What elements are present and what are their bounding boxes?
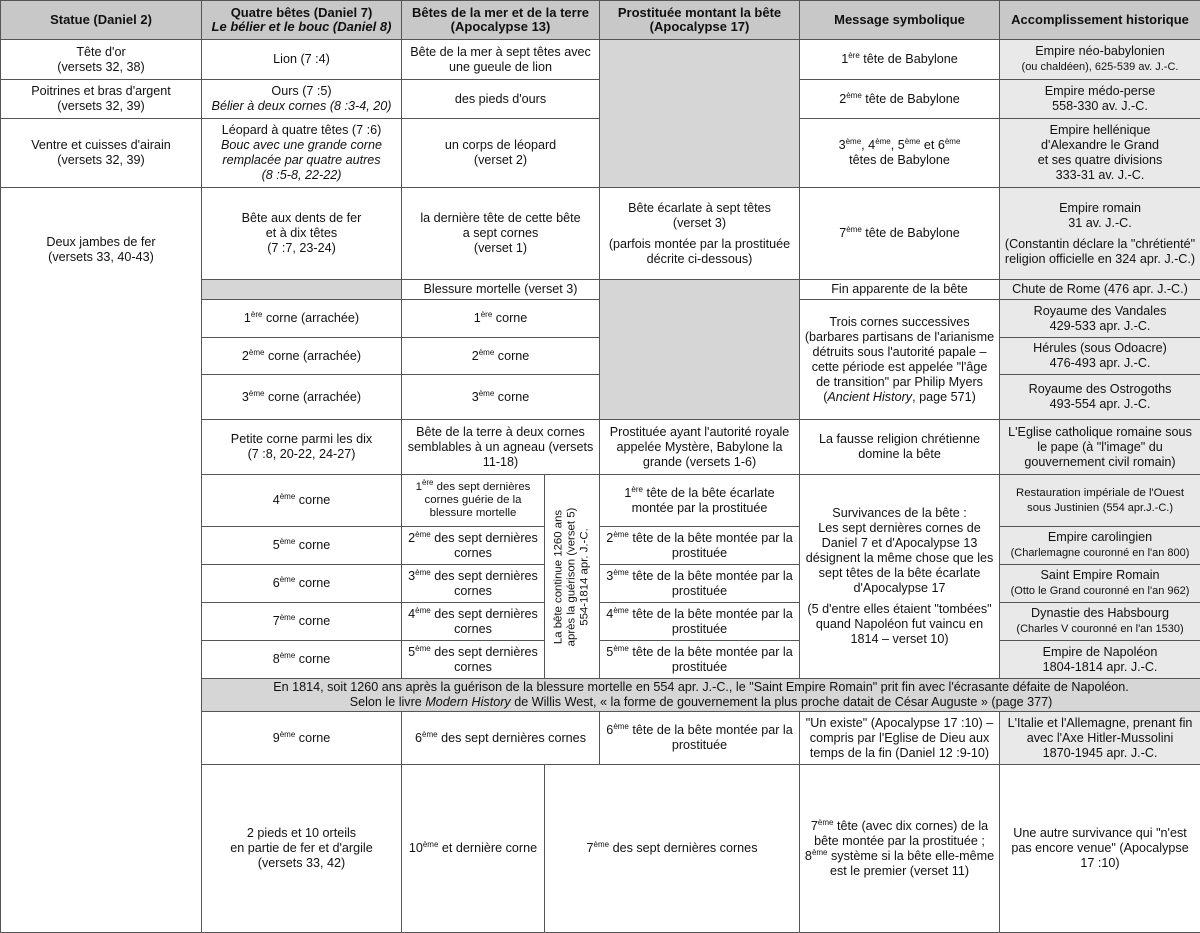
cell-prostituee: 7ème tête (avec dix cornes) de la bête montée par la prostituée ; 8ème système si la bête elle-même est le premier (verset 11) bbox=[800, 765, 1000, 933]
cell-histoire: Empire de Napoléon 1804-1814 apr. J.-C. bbox=[1000, 641, 1200, 679]
cell-prostituee: 6ème tête de la bête montée par la prostituée bbox=[600, 712, 800, 765]
cell-statue: Tête d'or (versets 32, 38) bbox=[1, 40, 202, 80]
cell-message: "Un existe" (Apocalypse 17 :10) – compris par l'Eglise de Dieu aux temps de la fin (Daniel 12 :9-10) bbox=[800, 712, 1000, 765]
cell-statue: Ventre et cuisses d'airain (versets 32, 39) bbox=[1, 119, 202, 188]
header-message: Message symbolique bbox=[800, 1, 1000, 40]
cell-mer: Bête de la mer à sept têtes avec une gueule de lion bbox=[402, 40, 600, 80]
cell-message: 1ère tête de Babylone bbox=[800, 40, 1000, 80]
cell-statue: 2 pieds et 10 orteils en partie de fer et d'argile (versets 33, 42) bbox=[202, 765, 402, 933]
cell-histoire: Dynastie des Habsbourg (Charles V couronné en l'an 1530) bbox=[1000, 603, 1200, 641]
cell-mer: Blessure mortelle (verset 3) bbox=[402, 280, 600, 300]
cell-vertical-note: La bête continue 1260 ans après la guérison (verset 5) 554-1814 apr. J.-C. bbox=[545, 475, 600, 679]
header-betes: Quatre bêtes (Daniel 7) Le bélier et le bouc (Daniel 8) bbox=[202, 1, 402, 40]
cell-mer: 7ème des sept dernières cornes bbox=[545, 765, 800, 933]
cell-message: Survivances de la bête : Les sept dernières cornes de Daniel 7 et d'Apocalypse 13 désignent la même chose que les sept têtes de la bête écarlate d'Apocalypse 17 (5 d'entre elles étaient "tombées" quand Napoléon fut vaincu en 1814 – verset 10) bbox=[800, 475, 1000, 679]
header-prostituee: Prostituée montant la bête (Apocalypse 17) bbox=[600, 1, 800, 40]
cell-message: Trois cornes successives (barbares partisans de l'arianisme détruits sous l'autorité papale – cette période est appelée "l'âge de transition" par Philip Myers (Ancient History, page 571) bbox=[800, 300, 1000, 420]
cell-histoire: Hérules (sous Odoacre) 476-493 apr. J.-C. bbox=[1000, 338, 1200, 375]
cell-histoire: Empire carolingien (Charlemagne couronné en l'an 800) bbox=[1000, 527, 1200, 565]
cell-prostituee: Prostituée ayant l'autorité royale appelée Mystère, Babylone la grande (versets 1-6) bbox=[600, 420, 800, 475]
cell-betes: 7ème corne bbox=[202, 603, 402, 641]
cell-message: Fin apparente de la bête bbox=[800, 280, 1000, 300]
cell-prostituee: 3ème tête de la bête montée par la prostituée bbox=[600, 565, 800, 603]
cell-statue: Poitrines et bras d'argent (versets 32, 39) bbox=[1, 80, 202, 119]
cell-betes: 3ème corne (arrachée) bbox=[202, 375, 402, 420]
cell-mer: 3ème corne bbox=[402, 375, 600, 420]
cell-prostituee-empty bbox=[600, 280, 800, 420]
header-histoire: Accomplissement historique bbox=[1000, 1, 1200, 40]
cell-mer: 4ème des sept dernières cornes bbox=[402, 603, 545, 641]
cell-message: 3ème, 4ème, 5ème et 6ème têtes de Babylone bbox=[800, 119, 1000, 188]
cell-prostituee: Bête écarlate à sept têtes (verset 3) (parfois montée par la prostituée décrite ci-dessous) bbox=[600, 188, 800, 280]
cell-histoire: L'Italie et l'Allemagne, prenant fin avec l'Axe Hitler-Mussolini 1870-1945 apr. J.-C. bbox=[1000, 712, 1200, 765]
cell-statue: Deux jambes de fer (versets 33, 40-43) bbox=[1, 188, 202, 933]
header-row bbox=[1, 1, 1200, 40]
cell-mer: 6ème des sept dernières cornes bbox=[402, 712, 600, 765]
cell-prostituee: 1ère tête de la bête écarlate montée par la prostituée bbox=[600, 475, 800, 527]
table-row bbox=[1, 40, 1200, 80]
cell-betes: 9ème corne bbox=[202, 712, 402, 765]
cell-prostituee: 2ème tête de la bête montée par la prostituée bbox=[600, 527, 800, 565]
cell-betes: Ours (7 :5) Bélier à deux cornes (8 :3-4, 20) bbox=[202, 80, 402, 119]
cell-mer: 2ème corne bbox=[402, 338, 600, 375]
cell-prostituee: 5ème tête de la bête montée par la prostituée bbox=[600, 641, 800, 679]
cell-betes-empty bbox=[202, 280, 402, 300]
cell-betes: Petite corne parmi les dix (7 :8, 20-22, 24-27) bbox=[202, 420, 402, 475]
cell-mer: 1ère des sept dernières cornes guérie de la blessure mortelle bbox=[402, 475, 545, 527]
cell-betes: Léopard à quatre têtes (7 :6) Bouc avec une grande corne remplacée par quatre autres (8 :5-8, 22-22) bbox=[202, 119, 402, 188]
cell-mer: Bête de la terre à deux cornes semblables à un agneau (versets 11-18) bbox=[402, 420, 600, 475]
header-statue: Statue (Daniel 2) bbox=[1, 1, 202, 40]
cell-betes: 8ème corne bbox=[202, 641, 402, 679]
cell-message: 2ème tête de Babylone bbox=[800, 80, 1000, 119]
cell-message: La fausse religion chrétienne domine la bête bbox=[800, 420, 1000, 475]
cell-betes: 6ème corne bbox=[202, 565, 402, 603]
cell-mer: des pieds d'ours bbox=[402, 80, 600, 119]
cell-histoire: Restauration impériale de l'Ouest sous Justinien (554 apr.J.-C.) bbox=[1000, 475, 1200, 527]
header-mer-terre: Bêtes de la mer et de la terre (Apocalypse 13) bbox=[402, 1, 600, 40]
cell-betes: 1ère corne (arrachée) bbox=[202, 300, 402, 338]
cell-prostituee: 4ème tête de la bête montée par la prostituée bbox=[600, 603, 800, 641]
cell-histoire: Chute de Rome (476 apr. J.-C.) bbox=[1000, 280, 1200, 300]
cell-histoire: Saint Empire Romain (Otto le Grand couronné en l'an 962) bbox=[1000, 565, 1200, 603]
cell-mer: un corps de léopard (verset 2) bbox=[402, 119, 600, 188]
cell-histoire: Empire médo-perse 558-330 av. J.-C. bbox=[1000, 80, 1200, 119]
cell-histoire: Royaume des Ostrogoths 493-554 apr. J.-C. bbox=[1000, 375, 1200, 420]
cell-prostituee-empty bbox=[600, 40, 800, 188]
cell-histoire: Empire hellénique d'Alexandre le Grand et ses quatre divisions 333-31 av. J.-C. bbox=[1000, 119, 1200, 188]
cell-betes: Bête aux dents de fer et à dix têtes (7 :7, 23-24) bbox=[202, 188, 402, 280]
cell-mer: 1ère corne bbox=[402, 300, 600, 338]
cell-betes: 4ème corne bbox=[202, 475, 402, 527]
cell-mer: 2ème des sept dernières cornes bbox=[402, 527, 545, 565]
cell-betes: Lion (7 :4) bbox=[202, 40, 402, 80]
cell-histoire: Royaume des Vandales 429-533 apr. J.-C. bbox=[1000, 300, 1200, 338]
cell-histoire: Empire néo-babylonien (ou chaldéen), 625-539 av. J.-C. bbox=[1000, 40, 1200, 80]
cell-betes: 2ème corne (arrachée) bbox=[202, 338, 402, 375]
cell-histoire: L'Eglise catholique romaine sous le pape (à "l'image" du gouvernement civil romain) bbox=[1000, 420, 1200, 475]
cell-betes: 5ème corne bbox=[202, 527, 402, 565]
cell-mer: 3ème des sept dernières cornes bbox=[402, 565, 545, 603]
table-row bbox=[1, 188, 1200, 280]
cell-message: Une autre survivance qui "n'est pas encore venue" (Apocalypse 17 :10) bbox=[1000, 765, 1200, 933]
cell-mer: 5ème des sept dernières cornes bbox=[402, 641, 545, 679]
banner-note: En 1814, soit 1260 ans après la guérison de la blessure mortelle en 554 apr. J.-C., le "Saint Empire Romain" prit fin avec l'écrasante défaite de Napoléon. Selon le livre Modern History de Willis West, « la forme de gouvernement la plus proche datait de César Auguste » (page 377) bbox=[202, 679, 1200, 712]
cell-histoire: Empire romain 31 av. J.-C. (Constantin déclare la "chrétienté" religion officielle en 324 apr. J.-C.) bbox=[1000, 188, 1200, 280]
cell-mer: la dernière tête de cette bête a sept cornes (verset 1) bbox=[402, 188, 600, 280]
cell-betes: 10ème et dernière corne bbox=[402, 765, 545, 933]
cell-message: 7ème tête de Babylone bbox=[800, 188, 1000, 280]
